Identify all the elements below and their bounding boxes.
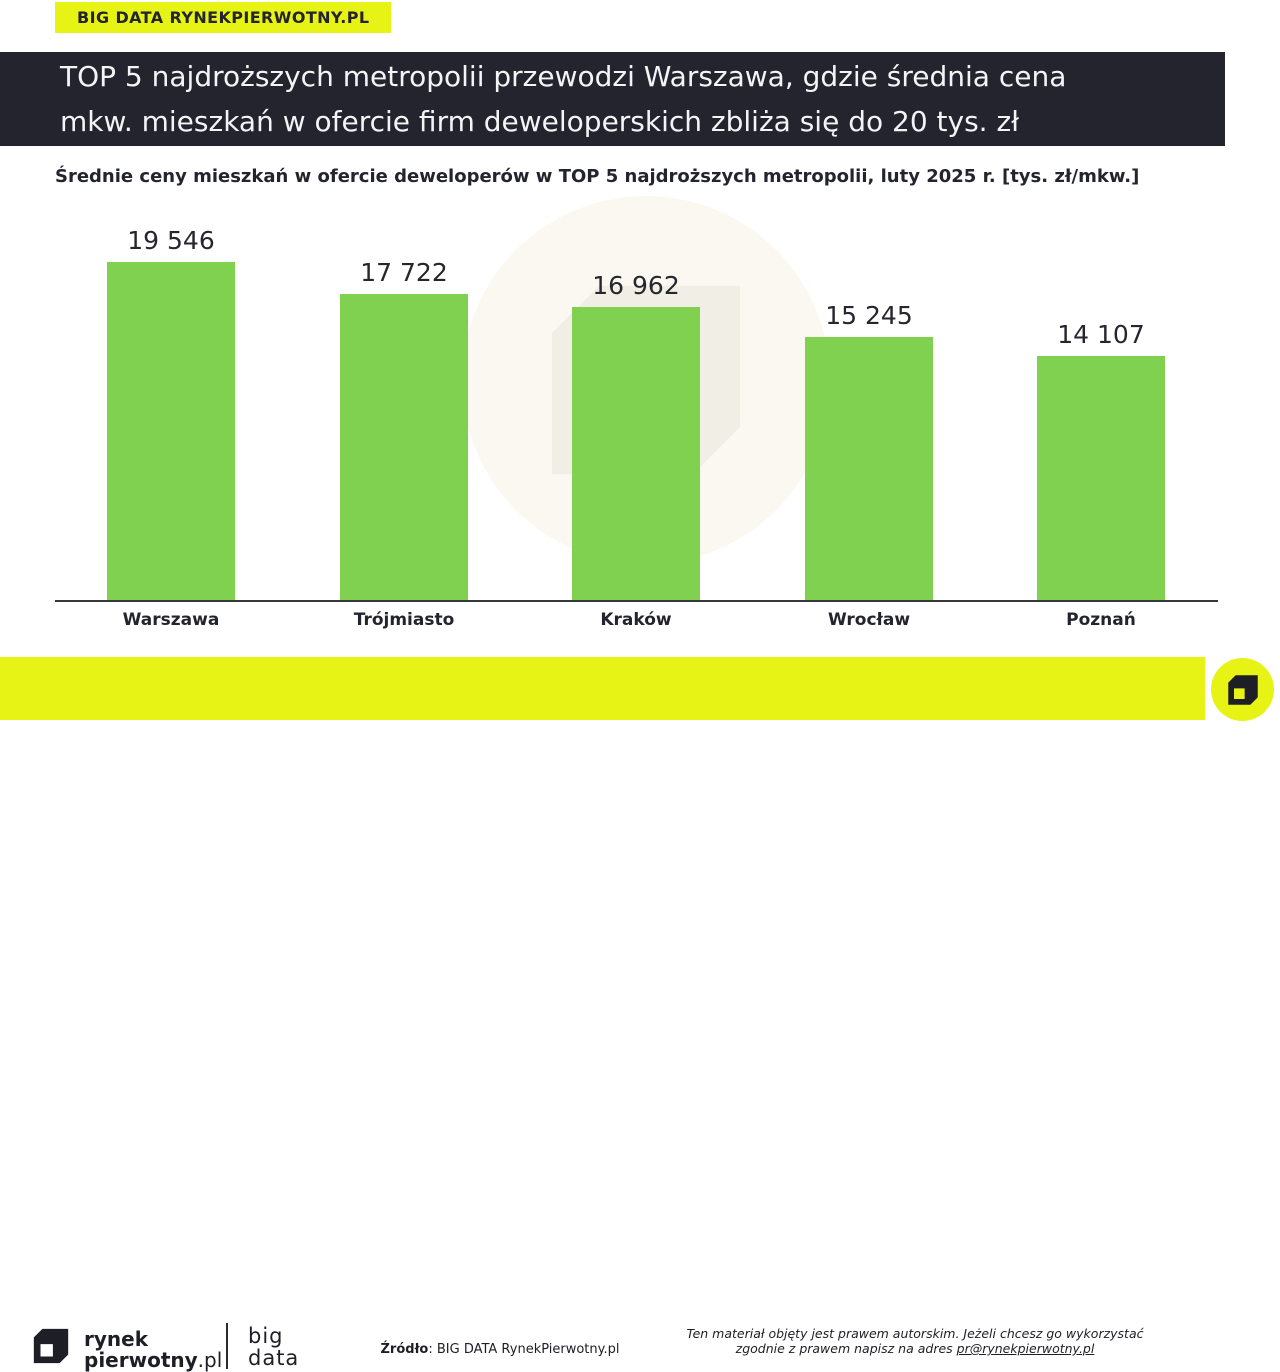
bigdata-logo-text [248, 1325, 299, 1369]
bar-value-label: 14 107 [1057, 320, 1145, 349]
x-axis-line [55, 600, 1218, 602]
logo-word-pl: .pl [197, 1348, 223, 1372]
bar-value-label: 16 962 [592, 271, 680, 300]
bar-value-label: 19 546 [127, 226, 215, 255]
logo-word-rynek: rynek [84, 1327, 149, 1351]
bigdata-word-big: big [248, 1324, 284, 1348]
source-note [350, 1342, 650, 1357]
headline-line-2: mkw. mieszkań w ofercie firm deweloperskich zbliża się do 20 tys. zł [60, 105, 1020, 138]
copyright-line-2 [680, 1341, 1150, 1356]
bar-category-label: Warszawa [122, 610, 220, 630]
bar [107, 262, 235, 601]
rynekpierwotny-logo-icon [30, 1325, 72, 1367]
copyright-line-1: Ten materiał objęty jest prawem autorskim. Jeżeli chcesz go wykorzystać [686, 1326, 1144, 1341]
bar [805, 337, 933, 601]
bar-value-label: 15 245 [825, 301, 913, 330]
copyright-note [680, 1326, 1150, 1356]
logo-word-pierwotny: pierwotny [84, 1348, 198, 1372]
rynekpierwotny-logo-text [84, 1329, 222, 1371]
chart-title: Średnie ceny mieszkań w ofercie deweloperów w TOP 5 najdroższych metropolii, luty 2025 r. [tys. zł/mkw.] [55, 166, 1140, 187]
bar-value-label: 17 722 [360, 258, 448, 287]
source-text: : BIG DATA RynekPierwotny.pl [428, 1342, 620, 1357]
headline-line-1: TOP 5 najdroższych metropolii przewodzi Warszawa, gdzie średnia cena [60, 60, 1067, 93]
source-label: Źródło [380, 1342, 429, 1357]
bar [572, 307, 700, 601]
bar [340, 294, 468, 601]
bar [1037, 356, 1165, 601]
logo-divider [226, 1323, 228, 1369]
bar-category-label: Poznań [1066, 610, 1136, 630]
bar-category-label: Wrocław [827, 610, 911, 630]
brand-badge-label: BIG DATA RYNEKPIERWOTNY.PL [77, 8, 370, 27]
bar-category-label: Trójmiasto [353, 610, 455, 630]
copyright-line-2-text: zgodnie z prawem napisz na adres [735, 1341, 957, 1356]
bar-category-label: Kraków [600, 610, 672, 630]
contact-email-link[interactable]: pr@rynekpierwotny.pl [956, 1341, 1095, 1356]
bigdata-word-data: data [248, 1346, 300, 1370]
